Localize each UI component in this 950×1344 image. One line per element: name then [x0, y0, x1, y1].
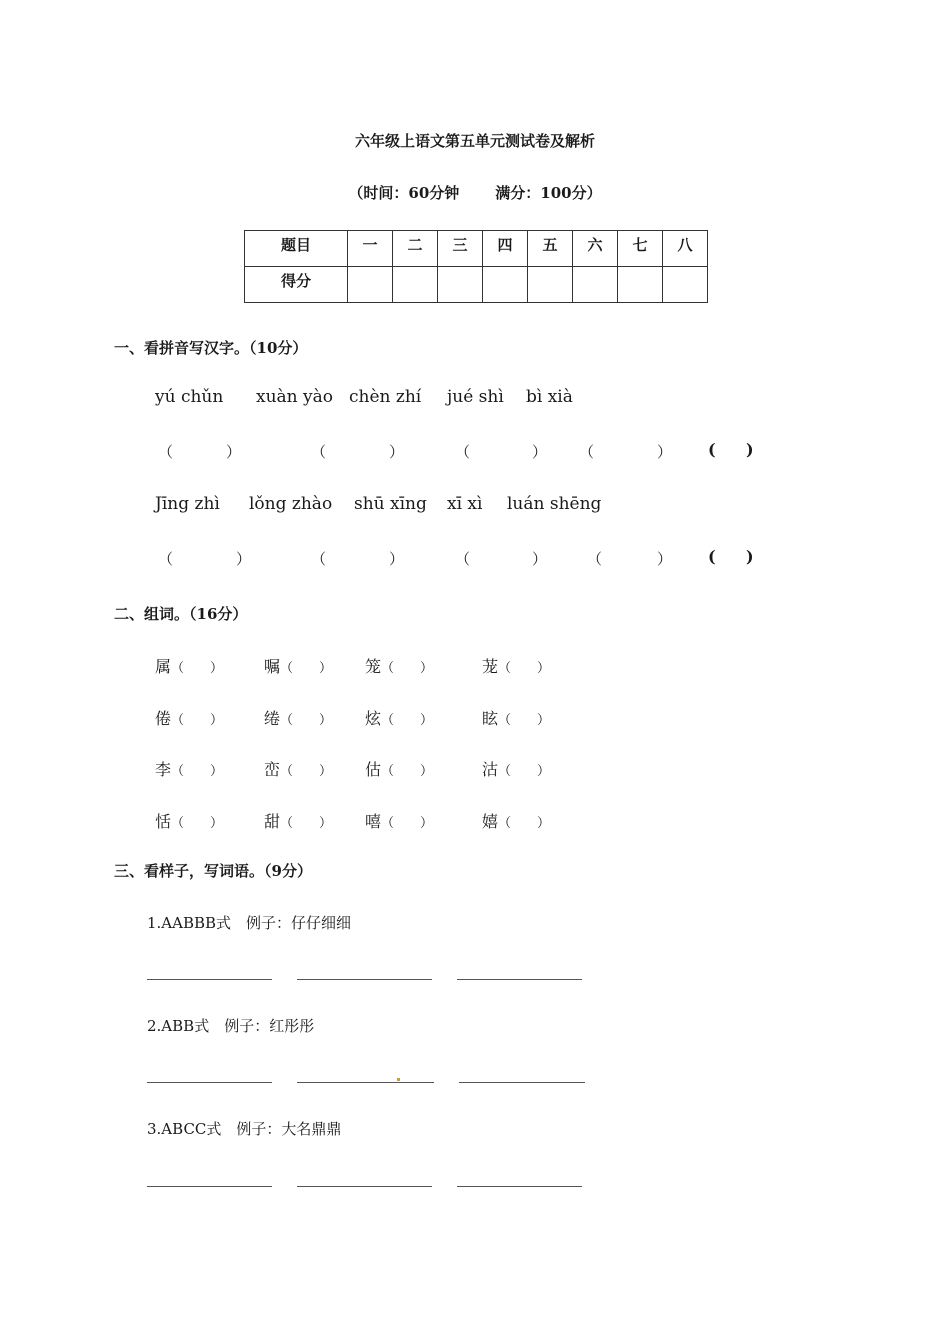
answer-paren-close: ) [746, 547, 754, 566]
score-col-6: 六 [573, 231, 618, 267]
word-blank[interactable]: （ ） [280, 816, 333, 831]
section-3-heading: 三、看样子，写词语。（9分） [114, 862, 312, 880]
score-cell[interactable] [393, 267, 438, 303]
answer-paren-close: ） [389, 443, 405, 461]
score-col-4: 四 [483, 231, 528, 267]
score-table-score-label: 得分 [245, 267, 348, 303]
word-blank[interactable]: （ ） [280, 713, 333, 728]
word-item [365, 809, 433, 832]
answer-line[interactable] [147, 1082, 272, 1083]
pinyin-2: xuàn yào [256, 387, 333, 407]
char: 眩 [482, 709, 499, 728]
answer-line[interactable] [457, 979, 582, 980]
exam-info [0, 182, 950, 203]
score-table-header-row [245, 231, 708, 267]
answer-line[interactable] [147, 1186, 272, 1187]
word-item [482, 654, 550, 677]
pinyin-8: shū xīng [354, 494, 427, 514]
word-blank[interactable]: （ ） [171, 764, 224, 779]
word-item [264, 809, 332, 832]
pinyin-6: Jīng zhì [155, 494, 220, 514]
answer-paren-close: ) [746, 440, 754, 459]
word-blank[interactable]: （ ） [498, 713, 551, 728]
word-blank[interactable]: （ ） [498, 661, 551, 676]
pinyin-7: lǒng zhào [249, 494, 333, 514]
score-cell[interactable] [618, 267, 663, 303]
score-cell[interactable] [483, 267, 528, 303]
score-col-7: 七 [618, 231, 663, 267]
answer-paren-close: ） [236, 550, 252, 568]
score-col-1: 一 [348, 231, 393, 267]
word-blank[interactable]: （ ） [498, 764, 551, 779]
answer-paren-open: （ [311, 443, 327, 461]
answer-paren-open: （ [587, 550, 603, 568]
answer-line[interactable] [297, 1186, 432, 1187]
answer-paren-close: ） [532, 550, 548, 568]
answer-paren-open: （ [579, 443, 595, 461]
answer-paren-open: ( [708, 440, 716, 459]
char: 估 [365, 760, 382, 779]
word-blank[interactable]: （ ） [280, 764, 333, 779]
word-item [155, 809, 223, 832]
word-item [482, 809, 550, 832]
pattern-item-1: 1.AABBB式 例子：仔仔细细 [147, 914, 352, 932]
score-cell[interactable] [573, 267, 618, 303]
answer-paren-open: （ [455, 443, 471, 461]
answer-paren-close: ） [389, 550, 405, 568]
answer-line[interactable] [457, 1186, 582, 1187]
word-item [155, 706, 223, 729]
score-cell[interactable] [438, 267, 483, 303]
score-table-header-label: 题目 [245, 231, 348, 267]
word-item [155, 654, 223, 677]
pattern-item-2: 2.ABB式 例子：红彤彤 [147, 1017, 315, 1035]
word-item [264, 706, 332, 729]
word-item [365, 706, 433, 729]
section-1-heading: 一、看拼音写汉字。（10分） [114, 339, 308, 357]
char: 嬉 [482, 812, 499, 831]
word-item [482, 757, 550, 780]
answer-line[interactable] [297, 1082, 434, 1083]
score-table [244, 230, 708, 303]
page-title: 六年级上语文第五单元测试卷及解析 [354, 132, 595, 150]
answer-paren-open: （ [311, 550, 327, 568]
section-2-heading: 二、组词。（16分） [114, 605, 248, 623]
pinyin-9: xī xì [447, 494, 483, 514]
word-blank[interactable]: （ ） [171, 713, 224, 728]
answer-paren-open: （ [158, 443, 174, 461]
pinyin-4: jué shì [447, 387, 504, 407]
word-item [264, 757, 332, 780]
answer-paren-close: ） [226, 443, 242, 461]
score-cell[interactable] [348, 267, 393, 303]
word-item [482, 706, 550, 729]
char: 恬 [155, 812, 172, 831]
pinyin-5: bì xià [526, 387, 573, 407]
pinyin-1: yú chǔn [155, 387, 224, 407]
answer-paren-open: （ [455, 550, 471, 568]
char: 峦 [264, 760, 281, 779]
word-item [264, 654, 332, 677]
score-table-score-row [245, 267, 708, 303]
char: 炫 [365, 709, 382, 728]
pinyin-3: chèn zhí [349, 387, 422, 407]
word-blank[interactable]: （ ） [498, 816, 551, 831]
word-blank[interactable]: （ ） [171, 816, 224, 831]
stray-mark [397, 1078, 400, 1081]
answer-paren-open: ( [708, 547, 716, 566]
word-item [155, 757, 223, 780]
char: 嘻 [365, 812, 382, 831]
word-blank[interactable]: （ ） [381, 713, 434, 728]
answer-paren-open: （ [158, 550, 174, 568]
char: 属 [155, 657, 172, 676]
pinyin-10: luán shēng [507, 494, 602, 514]
word-item [365, 654, 433, 677]
score-col-2: 二 [393, 231, 438, 267]
exam-full-score: 满分：100分） [495, 184, 602, 202]
char: 甜 [264, 812, 281, 831]
word-blank[interactable]: （ ） [381, 661, 434, 676]
exam-time: （时间：60分钟 [348, 184, 460, 202]
answer-line[interactable] [459, 1082, 585, 1083]
char: 倦 [155, 709, 172, 728]
answer-line[interactable] [297, 979, 432, 980]
score-cell[interactable] [663, 267, 708, 303]
score-col-8: 八 [663, 231, 708, 267]
answer-line[interactable] [147, 979, 272, 980]
answer-paren-close: ） [657, 550, 673, 568]
char: 嘱 [264, 657, 281, 676]
score-col-3: 三 [438, 231, 483, 267]
char: 绻 [264, 709, 281, 728]
char: 李 [155, 760, 172, 779]
char: 沽 [482, 760, 499, 779]
char: 笼 [365, 657, 382, 676]
score-col-5: 五 [528, 231, 573, 267]
answer-paren-close: ） [657, 443, 673, 461]
word-blank[interactable]: （ ） [381, 816, 434, 831]
score-cell[interactable] [528, 267, 573, 303]
word-item [365, 757, 433, 780]
word-blank[interactable]: （ ） [171, 661, 224, 676]
pattern-item-3: 3.ABCC式 例子：大名鼎鼎 [147, 1120, 342, 1138]
word-blank[interactable]: （ ） [381, 764, 434, 779]
word-blank[interactable]: （ ） [280, 661, 333, 676]
answer-paren-close: ） [532, 443, 548, 461]
char: 茏 [482, 657, 499, 676]
